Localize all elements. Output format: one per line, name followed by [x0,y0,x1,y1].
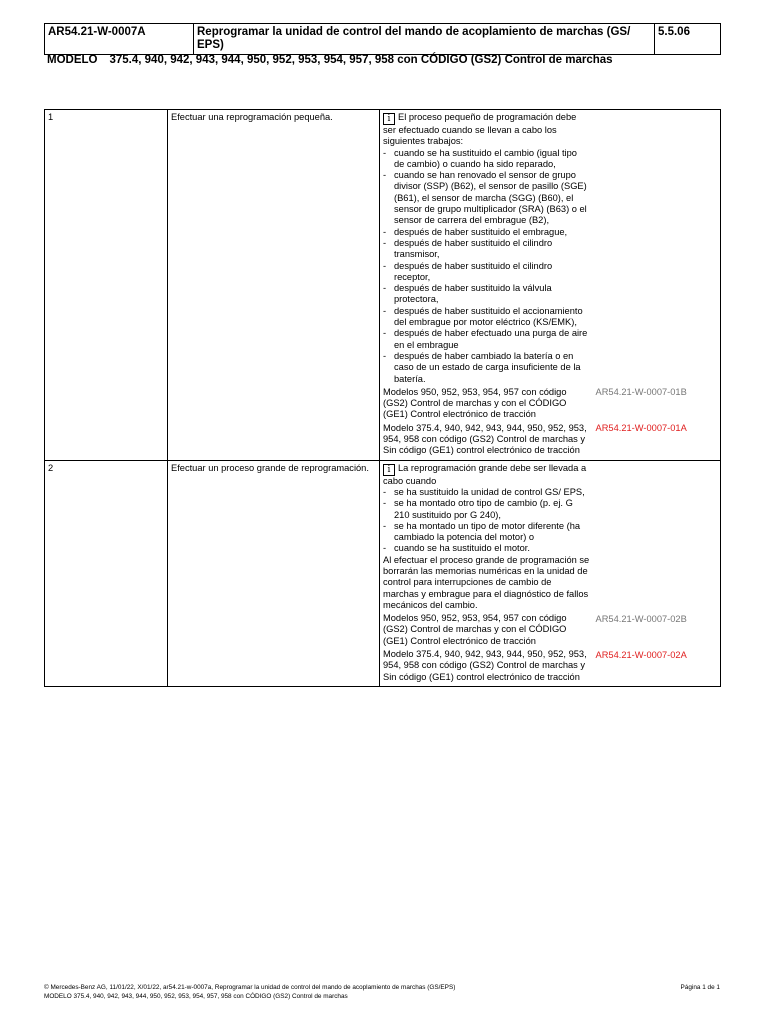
reference-column [592,460,721,686]
footer-page-number: Página 1 de 1 [680,984,720,991]
list-item-text: después de haber sustituido el accionamiento del embrague por motor eléctrico (KS/EMK), [394,305,583,328]
list-item-text: cuando se han renovado el sensor de grupo divisor (SSP) (B62), el sensor de pasillo (SGE) (B61), el sensor de marcha (SGG) (B60), el sensor de grupo multiplicador (SRA) (B63) o el sensor de carrera del embrague (B2), [394,170,587,226]
list-item-text: después de haber cambiado la batería o en caso de un estado de carga insuficiente de la batería. [394,350,581,384]
model-block: Modelos 950, 952, 953, 954, 957 con código (GS2) Control de marchas y con el CÓDIGO (GE1) Control electrónico de tracción [383,613,567,646]
info-icon: i [383,113,395,125]
list-item [383,261,590,284]
list-item-text: después de haber sustituido el embrague, [394,226,568,237]
list-item [383,351,590,385]
step-action: Efectuar una reprogramación pequeña. [168,110,380,461]
document-header [44,23,721,55]
bullet-dash: - [383,543,387,554]
reference-code: AR54.21-W-0007-01B [595,387,687,398]
step-details [380,460,592,686]
step-number: 2 [45,460,168,686]
bullet-dash: - [383,498,387,509]
model-block: Modelo 375.4, 940, 942, 943, 944, 950, 952, 953, 954, 958 con código (GS2) Control de marchas y Sin código (GE1) control electrónico de tracción [383,649,587,682]
list-item-text: se ha montado otro tipo de cambio (p. ej. G 210 sustituido por G 240), [394,498,573,520]
bullet-dash: - [383,305,387,316]
bullet-dash: - [383,328,387,339]
list-item [383,238,590,261]
list-item [383,543,590,554]
list-item-text: cuando se ha sustituido el cambio (igual tipo de cambio) o cuando ha sido reparado, [394,147,577,169]
list-item [383,521,590,544]
list-item-text: cuando se ha sustituido el motor. [394,543,530,554]
table-row [45,460,721,686]
bullet-dash: - [383,237,387,248]
bullet-dash: - [383,147,387,158]
list-item-text: después de haber efectuado una purga de aire en el embrague [394,328,588,350]
step-action: Efectuar un proceso grande de reprogramación. [168,460,380,686]
list-item [383,148,590,171]
list-item-text: después de haber sustituido la válvula protectora, [394,283,552,305]
bullet-dash: - [383,350,387,361]
doc-code: AR54.21-W-0007A [45,24,194,55]
reference-code: AR54.21-W-0007-02B [595,613,687,624]
footer-copyright: © Mercedes-Benz AG, 11/01/22, X/01/22, ar54.21-w-0007a, Reprogramar la unidad de control del mando de acoplamiento de marchas (GS/EPS) [44,984,456,991]
doc-version: 5.5.06 [655,24,721,55]
model-block: Modelo 375.4, 940, 942, 943, 944, 950, 952, 953, 954, 958 con código (GS2) Control de marchas y Sin código (GE1) control electrónico de tracción [383,422,587,456]
footer-model-line: MODELO 375.4, 940, 942, 943, 944, 950, 952, 953, 954, 957, 958 con CÓDIGO (GS2) Control de marchas [44,993,348,1000]
list-item-text: después de haber sustituido el cilindro transmisor, [394,237,553,260]
step-details [380,110,592,461]
info-note: Al efectuar el proceso grande de programación se borrarán las memorias numéricas en la unidad de control para interrupciones de cambio de marchas y embrague para el diagnóstico de fallos mecánicos del cambio. [383,554,590,610]
list-item [383,227,590,238]
list-item-text: después de haber sustituido el cilindro receptor, [394,260,553,282]
bullet-dash: - [383,170,387,181]
bullet-dash: - [383,283,387,294]
bullet-dash: - [383,520,387,531]
list-item-text: se ha montado un tipo de motor diferente (ha cambiado la potencia del motor) o [394,520,581,543]
model-text: 375.4, 940, 942, 943, 944, 950, 952, 953, 954, 957, 958 con CÓDIGO (GS2) Control de marchas [109,54,613,66]
step-number: 1 [45,110,168,461]
doc-title: Reprogramar la unidad de control del mando de acoplamiento de marchas (GS/ EPS) [194,24,655,55]
bullet-dash: - [383,486,387,497]
list-item [383,487,590,498]
page-footer [44,983,720,1001]
info-icon: i [383,464,395,476]
model-block: Modelos 950, 952, 953, 954, 957 con código (GS2) Control de marchas y con el CÓDIGO (GE1) Control electrónico de tracción [383,386,567,420]
bullet-dash: - [383,260,387,271]
info-intro-text: La reprogramación grande debe ser llevada a cabo cuando [383,462,587,486]
info-intro [383,112,590,148]
reference-code: AR54.21-W-0007-01A [595,423,687,434]
list-item [383,170,590,226]
procedure-table [44,109,721,687]
reference-code: AR54.21-W-0007-02A [595,649,687,660]
model-label: MODELO [47,54,98,66]
list-item [383,283,590,306]
model-line [47,53,727,67]
list-item [383,306,590,329]
list-item [383,498,590,521]
reference-column [592,110,721,461]
list-item [383,328,590,351]
list-item-text: se ha sustituido la unidad de control GS/ EPS, [394,486,585,497]
table-row [45,110,721,461]
info-intro-text: El proceso pequeño de programación debe ser efectuado cuando se llevan a cabo los siguientes trabajos: [383,112,577,147]
info-intro [383,463,590,487]
bullet-dash: - [383,226,387,237]
